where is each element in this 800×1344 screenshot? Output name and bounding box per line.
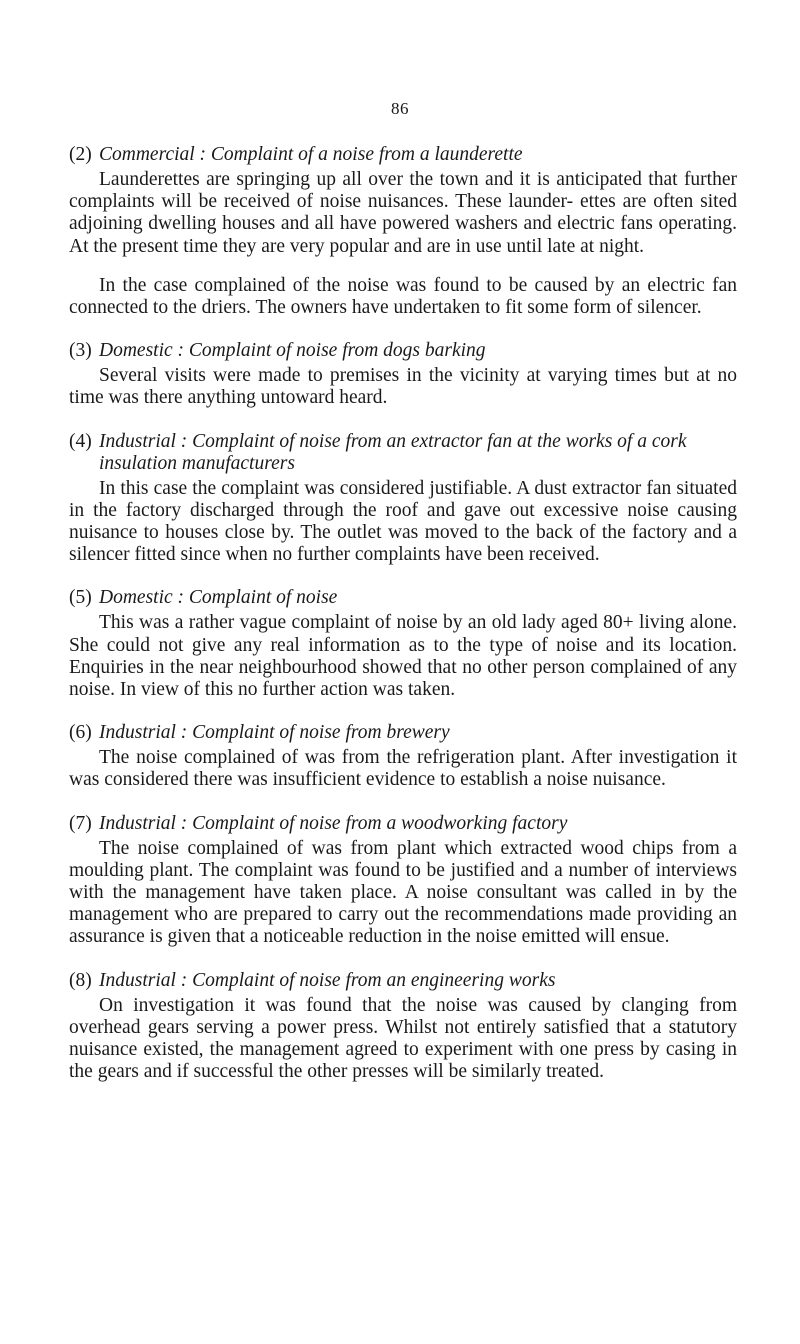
case-title: Domestic : Complaint of noise xyxy=(99,587,338,609)
case-title: Domestic : Complaint of noise from dogs barking xyxy=(99,340,486,362)
case-number: (3) xyxy=(69,340,92,362)
case-paragraph: On investigation it was found that the noise was caused by clanging from overhead gears serving a power press. Whilst not entirely satisfied that a statutory nuisance existed, the management agreed to experiment with one press by casing in the gears and if successful the other presses will be similarly treated. xyxy=(69,994,737,1083)
case-title: Industrial : Complaint of noise from brewery xyxy=(99,722,450,744)
case-title: Industrial : Complaint of noise from a woodworking factory xyxy=(99,812,568,834)
case-title: Industrial : Complaint of noise from an engineering works xyxy=(99,969,556,991)
case-title: Commercial : Complaint of a noise from a launderette xyxy=(99,144,523,165)
case-heading xyxy=(69,340,737,362)
case-heading xyxy=(69,587,737,609)
case-4 xyxy=(69,431,737,567)
case-number: (8) xyxy=(69,969,92,991)
case-5 xyxy=(69,587,737,701)
case-2 xyxy=(69,144,737,319)
case-paragraph: This was a rather vague complaint of noise by an old lady aged 80+ living alone. She could not give any real information as to the type of noise and its location. Enquiries in the near neighbourhood showed that no other person complained of any noise. In view of this no further action was taken. xyxy=(69,612,737,701)
case-heading xyxy=(69,970,737,992)
case-paragraph: Launderettes are springing up all over the town and it is anticipated that further complaints will be received of noise nuisances. These launder- ettes are often sited adjoining dwelling houses and all have powered washers and electric fans operating. At the present time they are very popular and are in use until late at night. xyxy=(69,169,737,257)
case-8 xyxy=(69,970,737,1084)
case-heading xyxy=(69,431,737,475)
case-7 xyxy=(69,813,737,949)
case-paragraph: The noise complained of was from the refrigeration plant. After investigation it was considered there was insufficient evidence to establish a noise nuisance. xyxy=(69,747,737,791)
case-paragraph: Several visits were made to premises in the vicinity at varying times but at no time was there anything untoward heard. xyxy=(69,365,737,409)
case-title: Industrial : Complaint of noise from an extractor fan at the works of a cork insulation manufacturers xyxy=(99,430,687,474)
case-3 xyxy=(69,340,737,409)
case-number: (5) xyxy=(69,587,92,609)
case-paragraph: In this case the complaint was considered justifiable. A dust extractor fan situated in the factory discharged through the roof and gave out excessive noise causing nuisance to houses close by. The outlet was moved to the back of the factory and a silencer fitted since when no further complaints have been received. xyxy=(69,477,737,566)
case-number: (7) xyxy=(69,812,92,834)
case-heading xyxy=(69,722,737,744)
case-paragraph: The noise complained of was from plant which extracted wood chips from a moulding plant. The complaint was found to be justified and a number of interviews with the management have taken place. A noise consultant was called in by the management who are prepared to carry out the recommendations made providing an assurance is given that a noticeable reduction in the noise emitted will ensue. xyxy=(69,837,737,948)
case-heading xyxy=(69,813,737,835)
page-number: 86 xyxy=(391,99,409,118)
case-number: (4) xyxy=(69,430,92,452)
case-paragraph: In the case complained of the noise was found to be caused by an electric fan connected to the driers. The owners have undertaken to fit some form of silencer. xyxy=(69,274,737,319)
case-heading xyxy=(69,144,737,166)
case-number: (6) xyxy=(69,722,92,744)
report-body xyxy=(69,144,737,1104)
case-6 xyxy=(69,722,737,791)
case-number: (2) xyxy=(69,144,92,165)
